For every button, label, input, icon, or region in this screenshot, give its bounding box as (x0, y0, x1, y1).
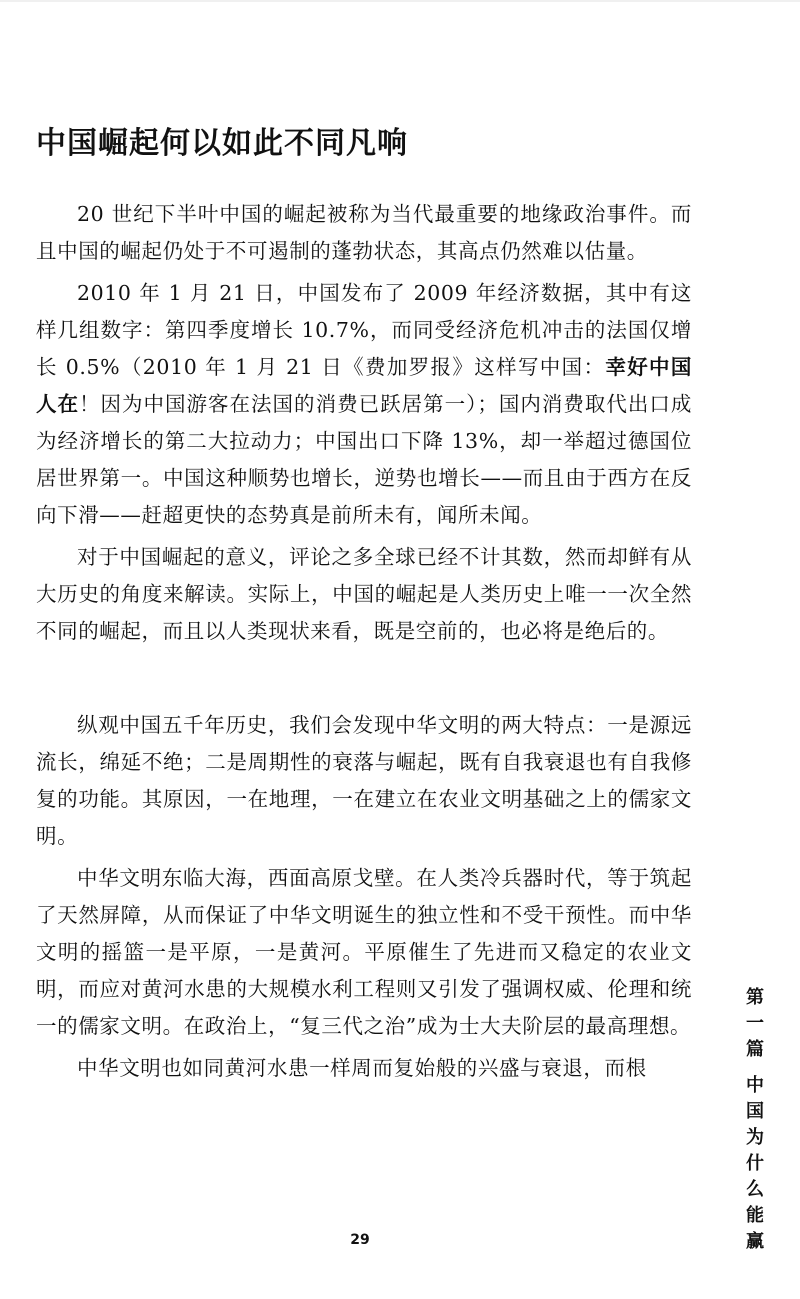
paragraph-1: 20 世纪下半叶中国的崛起被称为当代最重要的地缘政治事件。而且中国的崛起仍处于不可遏制的蓬勃状态，其高点仍然难以估量。 (36, 202, 692, 263)
paragraph-4: 纵观中国五千年历史，我们会发现中华文明的两大特点：一是源远流长，绵延不绝；二是周期性的衰落与崛起，既有自我衰退也有自我修复的功能。其原因，一在地理，一在建立在农业文明基础之上的儒家文明。 (36, 713, 692, 848)
paragraph-2-text-after: ！因为中国游客在法国的消费已跃居第一）；国内消费取代出口成为经济增长的第二大拉动力；中国出口下降 13%，却一举超过德国位居世界第一。中国这种顺势也增长，逆势也增长——而且由于西方在反向下滑——赶超更快的态势真是前所未有，闻所未闻。 (36, 392, 692, 527)
side-section-label: 中国为什么能赢 (746, 1075, 764, 1252)
side-running-head (742, 985, 768, 1255)
paragraph-5: 中华文明东临大海，西面高原戈壁。在人类冷兵器时代，等于筑起了天然屏障，从而保证了中华文明诞生的独立性和不受干预性。而中华文明的摇篮一是平原，一是黄河。平原催生了先进而又稳定的农业文明，而应对黄河水患的大规模水利工程则又引发了强调权威、伦理和统一的儒家文明。在政治上，“复三代之治”成为士大夫阶层的最高理想。 (36, 866, 692, 1038)
paragraph-2 (36, 275, 692, 534)
page-top-edge (0, 0, 800, 2)
paragraph-3: 对于中国崛起的意义，评论之多全球已经不计其数，然而却鲜有从大历史的角度来解读。实际上，中国的崛起是人类历史上唯一一次全然不同的崛起，而且以人类现状来看，既是空前的，也必将是绝后的。 (36, 545, 692, 643)
paragraph-2-text-before: 2010 年 1 月 21 日，中国发布了 2009 年经济数据，其中有这样几组数字：第四季度增长 10.7%，而同受经济危机冲击的法国仅增长 0.5%（2010 年 1 月 21 日《费加罗报》这样写中国： (36, 281, 692, 379)
paragraph-2-bold-quote: 幸好中国人在 (36, 355, 692, 416)
side-part-label: 第一篇 (746, 987, 764, 1060)
body-text (36, 196, 692, 1092)
section-title: 中国崛起何以如此不同凡响 (36, 126, 408, 161)
paragraph-6: 中华文明也如同黄河水患一样周而复始般的兴盛与衰退，而根 (77, 1056, 647, 1080)
page-number: 29 (350, 1232, 370, 1248)
section-break (36, 655, 692, 707)
